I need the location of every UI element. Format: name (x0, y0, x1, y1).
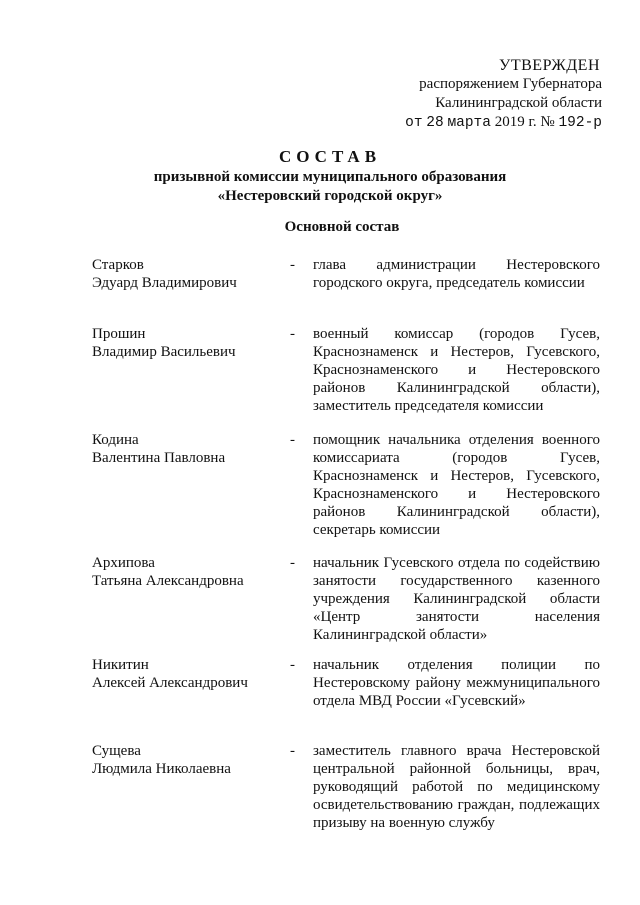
approved-label: УТВЕРЖДЕН (499, 57, 600, 74)
date-prefix: от (405, 115, 423, 131)
member-role: начальник отделения полиции по Нестеровскому району межмуниципального отдела МВД России «Гусевский» (313, 657, 600, 709)
date-year: 2019 г. (494, 114, 537, 130)
approval-authority: распоряжением Губернатора (419, 76, 602, 92)
dash-separator: - (290, 743, 295, 759)
approval-date-line (405, 113, 602, 133)
document-title (0, 146, 640, 206)
member-surname: Старков (92, 257, 144, 273)
member-name (92, 742, 282, 778)
member-name (92, 431, 282, 467)
title-line-2: «Нестеровский городской округ» (217, 188, 443, 204)
member-name (92, 325, 282, 361)
member-surname: Прошин (92, 326, 146, 342)
member-given-names: Людмила Николаевна (92, 761, 231, 777)
dash-separator: - (290, 555, 295, 571)
dash-separator: - (290, 432, 295, 448)
member-role: помощник начальника отделения военного комиссариата (городов Гусев, Краснознаменск и Нестеров, Гусевского, Краснознаменского и Нестеровского районов Калининградской области), секретарь комиссии (313, 432, 600, 538)
member-role: глава администрации Нестеровского городского округа, председатель комиссии (313, 257, 600, 291)
title-heading: СОСТАВ (278, 147, 382, 166)
number-sign: № (540, 114, 555, 130)
member-name (92, 656, 282, 692)
member-given-names: Эдуард Владимирович (92, 275, 237, 291)
dash-separator: - (290, 657, 295, 673)
title-line-1: призывной комиссии муниципального образования (153, 169, 507, 185)
member-name (92, 554, 282, 590)
date-day: 28 (426, 115, 444, 131)
member-surname: Архипова (92, 555, 155, 571)
order-number: 192-р (558, 115, 602, 131)
dash-separator: - (290, 257, 295, 273)
date-month: марта (447, 115, 491, 131)
dash-separator: - (290, 326, 295, 342)
member-surname: Никитин (92, 657, 149, 673)
member-role: начальник Гусевского отдела по содействию занятости государственного казенного учреждения Калининградской области «Центр занятости населения Калининградской области» (313, 555, 600, 643)
member-name (92, 256, 282, 292)
member-role: заместитель главного врача Нестеровской центральной районной больницы, врач, руководящий работой по медицинскому освидетельствованию граждан, подлежащих призыву на военную службу (313, 743, 600, 831)
approval-stamp (405, 56, 602, 133)
member-given-names: Татьяна Александровна (92, 573, 244, 589)
member-surname: Кодина (92, 432, 139, 448)
member-given-names: Владимир Васильевич (92, 344, 236, 360)
approval-region: Калининградской области (435, 95, 602, 111)
section-heading: Основной состав (284, 219, 400, 235)
member-role: военный комиссар (городов Гусев, Краснознаменск и Нестеров, Гусевского, Краснознаменского и Нестеровского районов Калининградской области), заместитель председателя комиссии (313, 326, 600, 414)
member-given-names: Валентина Павловна (92, 450, 226, 466)
member-given-names: Алексей Александрович (92, 675, 248, 691)
member-surname: Сущева (92, 743, 141, 759)
